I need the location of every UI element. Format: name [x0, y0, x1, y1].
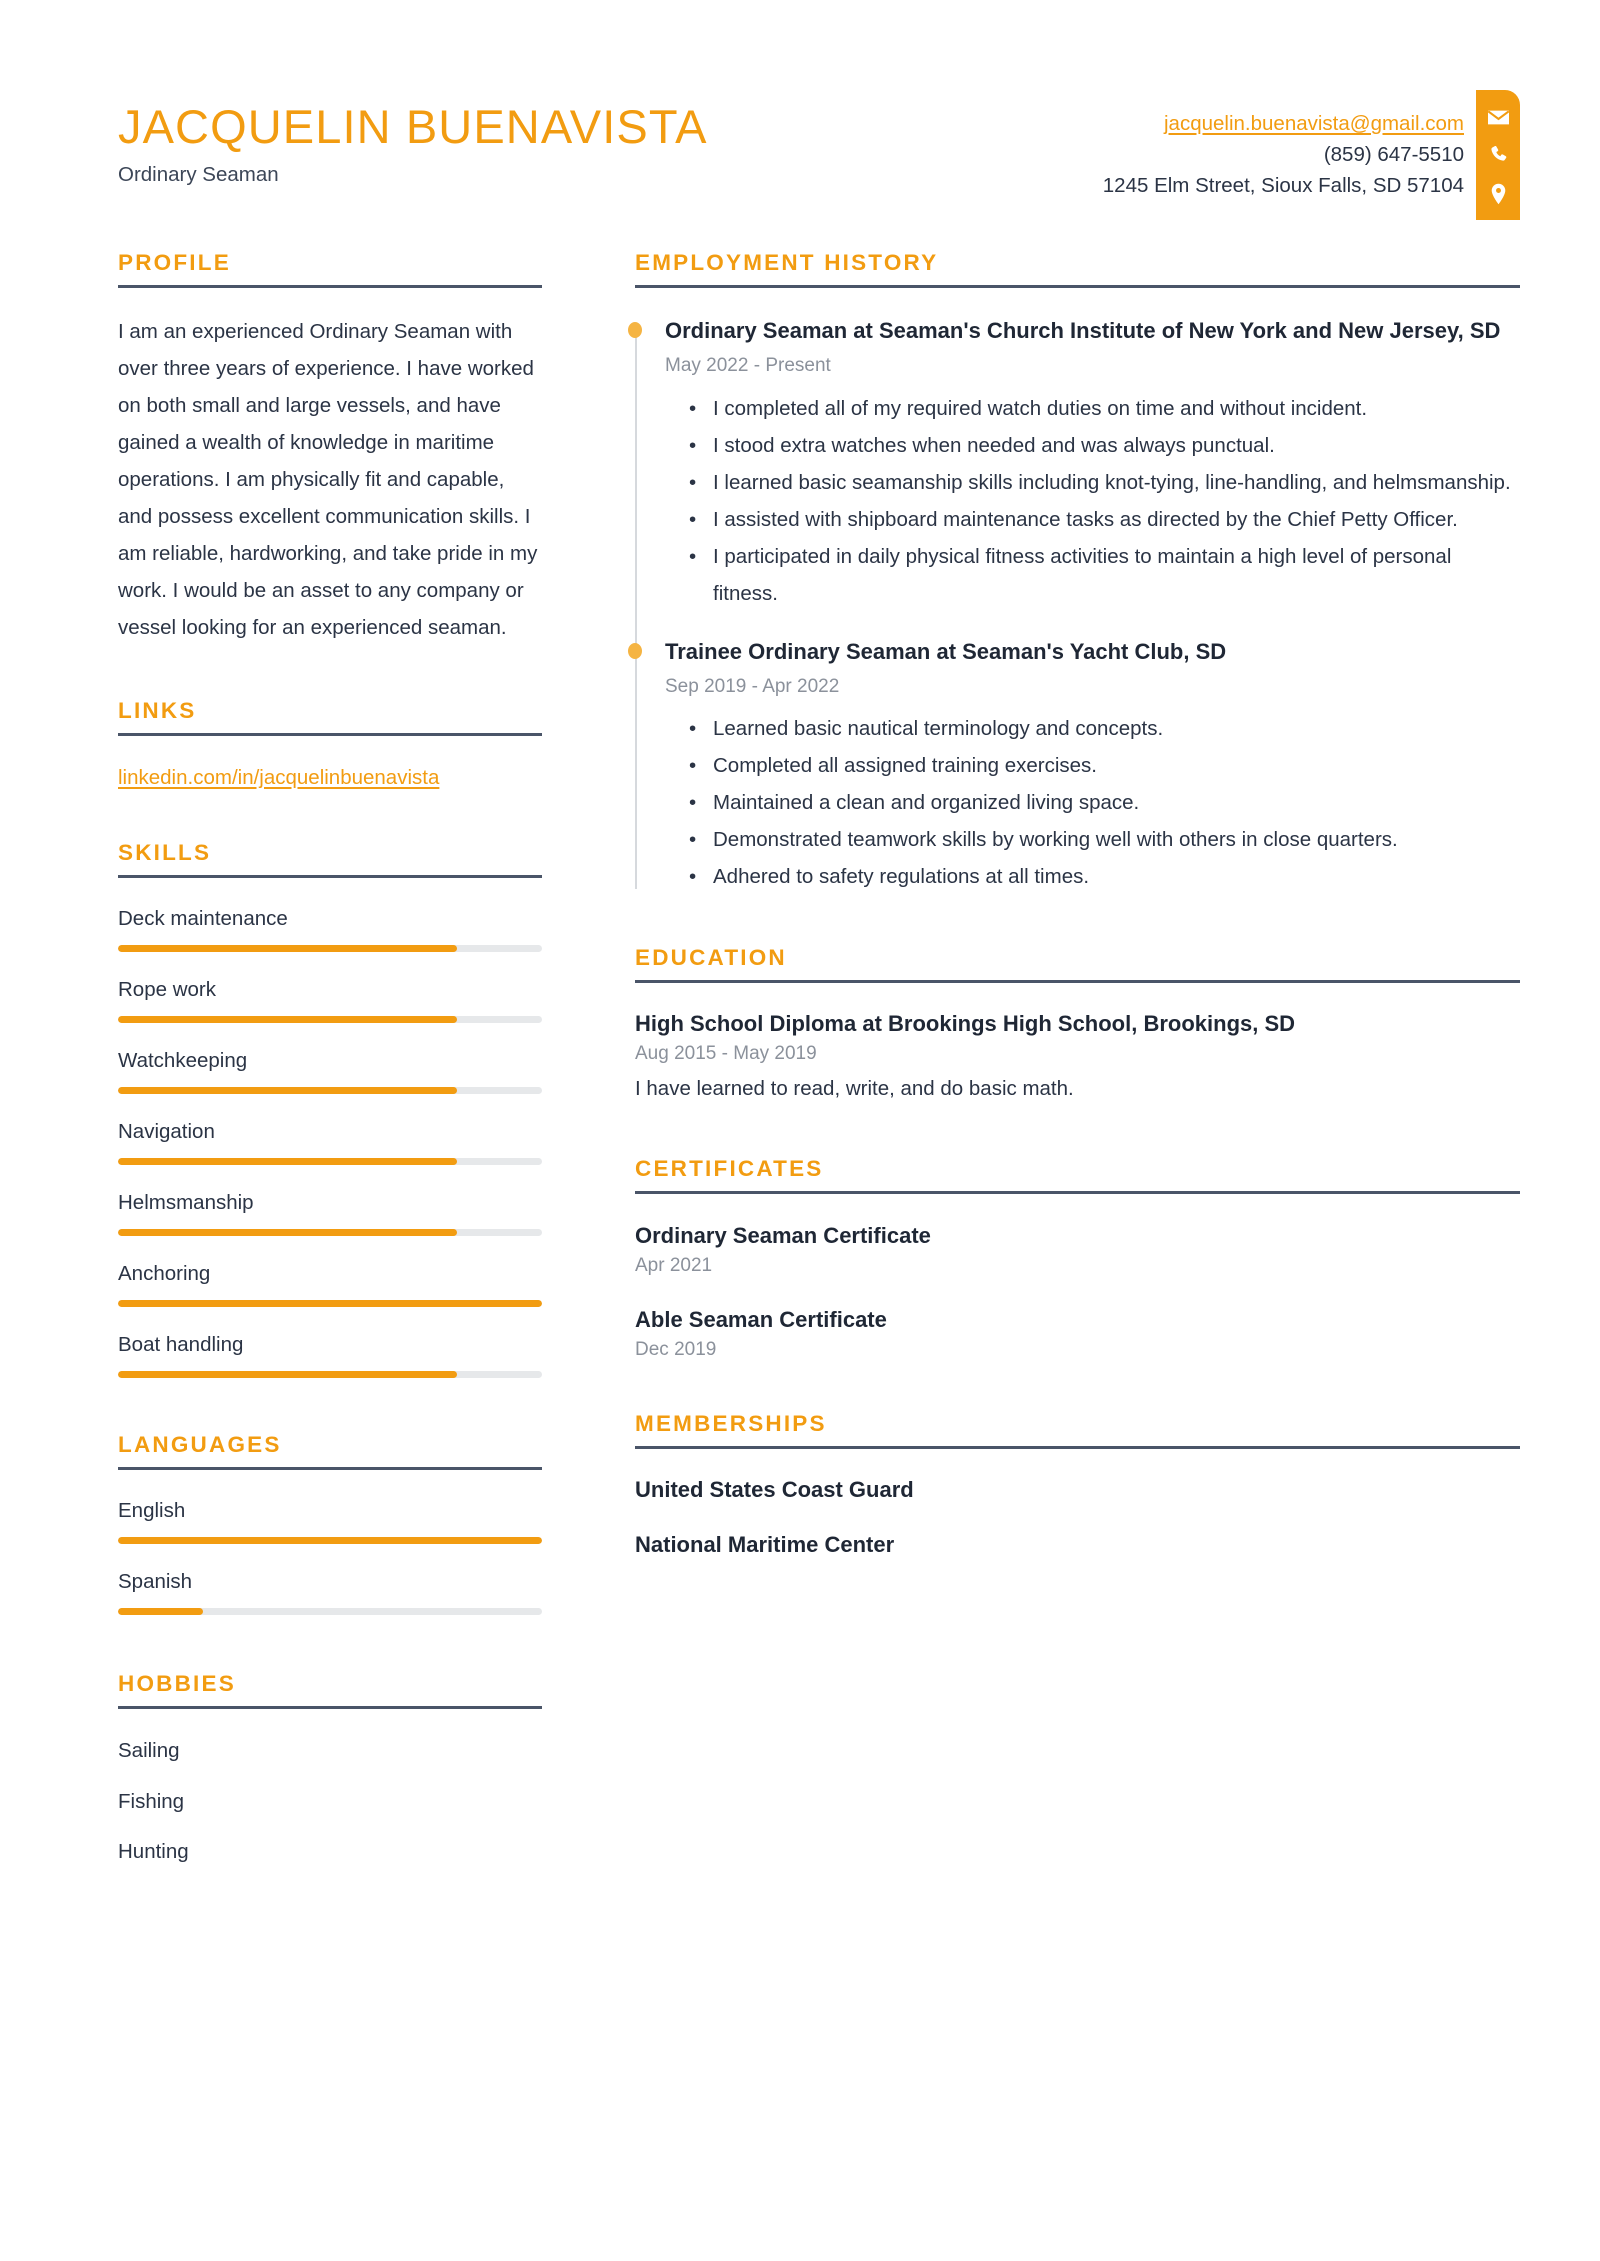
hobby-item: Hunting — [118, 1840, 189, 1864]
skill-label: Deck maintenance — [118, 907, 288, 930]
section-rule — [118, 285, 542, 288]
employment-bullet: • I participated in daily physical fitness activities to maintain a high level of personal fitness. — [713, 538, 1520, 612]
candidate-name: JACQUELIN BUENAVISTA — [118, 100, 708, 153]
section-title-education: EDUCATION — [635, 945, 787, 970]
skill-label: Rope work — [118, 978, 216, 1001]
section-rule — [118, 1706, 542, 1709]
certificate-date: Dec 2019 — [635, 1338, 717, 1360]
envelope-icon — [1487, 109, 1510, 126]
skill-item — [118, 1191, 542, 1236]
certificate-entry — [635, 1305, 1520, 1361]
employment-entry — [665, 313, 1520, 612]
employment-title: Trainee Ordinary Seaman at Seaman's Yacht Club, SD — [665, 638, 1227, 664]
section-certificates — [635, 1156, 1520, 1360]
skill-progress-track — [118, 1229, 542, 1236]
section-title-profile: PROFILE — [118, 250, 231, 275]
section-links — [118, 698, 542, 790]
employment-bullet: • I assisted with shipboard maintenance tasks as directed by the Chief Petty Officer. — [713, 501, 1520, 538]
skill-item — [118, 1120, 542, 1165]
main-column — [542, 250, 1520, 1558]
section-title-memberships: MEMBERSHIPS — [635, 1410, 827, 1436]
membership-item: United States Coast Guard — [635, 1476, 914, 1502]
education-description: I have learned to read, write, and do basic math. — [635, 1076, 1074, 1100]
section-rule — [635, 1191, 1520, 1194]
timeline-dot-icon — [628, 643, 642, 659]
employment-bullet: • Maintained a clean and organized living space. — [713, 784, 1520, 821]
certificate-entry — [635, 1221, 1520, 1277]
memberships-list — [635, 1477, 1520, 1558]
resume-body — [0, 250, 1600, 1865]
contact-block — [1103, 96, 1464, 201]
candidate-job-title: Ordinary Seaman — [118, 162, 279, 186]
skill-item — [118, 978, 542, 1023]
phone-icon — [1488, 144, 1509, 165]
skill-progress-track — [118, 945, 542, 952]
certificate-title: Able Seaman Certificate — [635, 1307, 887, 1333]
language-progress-fill — [118, 1537, 542, 1544]
section-rule — [118, 733, 542, 736]
employment-bullet: • Completed all assigned training exercises. — [713, 747, 1520, 784]
section-title-hobbies: HOBBIES — [118, 1671, 236, 1696]
employment-bullet: • I stood extra watches when needed and was always punctual. — [713, 427, 1520, 464]
skill-progress-fill — [118, 1300, 542, 1307]
employment-date-range: Sep 2019 - Apr 2022 — [665, 675, 840, 697]
education-list — [635, 1009, 1520, 1104]
language-progress-track — [118, 1608, 542, 1615]
employment-bullet: • Adhered to safety regulations at all times. — [713, 858, 1520, 895]
hobbies-list — [118, 1738, 542, 1865]
language-label: English — [118, 1499, 186, 1522]
skill-label: Helmsmanship — [118, 1191, 254, 1214]
section-education — [635, 945, 1520, 1104]
timeline-dot-icon — [628, 322, 642, 338]
skill-progress-fill — [118, 1016, 457, 1023]
section-title-skills: SKILLS — [118, 840, 212, 865]
employment-bullet: • I learned basic seamanship skills including knot-tying, line-handling, and helmsmanship. — [713, 464, 1520, 501]
skills-list — [118, 907, 542, 1378]
employment-title: Ordinary Seaman at Seaman's Church Institute of New York and New Jersey, SD — [665, 318, 1501, 343]
skill-progress-fill — [118, 1371, 457, 1378]
hobby-item: Sailing — [118, 1739, 180, 1762]
skill-progress-fill — [118, 1087, 457, 1094]
language-progress-track — [118, 1537, 542, 1544]
contact-email[interactable]: jacquelin.buenavista@gmail.com — [1164, 112, 1464, 135]
profile-summary-text: I am an experienced Ordinary Seaman with over three years of experience. I have worked on both small and large vessels, and have gained a wealth of knowledge in maritime operations. I am physically fit and capable, and possess excellent communication skills. I am reliable, hardworking, and take pride in my work. I would be an asset to any company or vessel looking for an experienced seaman. — [118, 320, 538, 639]
skill-progress-track — [118, 1087, 542, 1094]
skill-progress-fill — [118, 1158, 457, 1165]
education-entry — [635, 1009, 1520, 1104]
section-rule — [635, 1446, 1520, 1449]
skill-label: Boat handling — [118, 1333, 244, 1356]
language-item — [118, 1570, 542, 1615]
education-title: High School Diploma at Brookings High School, Brookings, SD — [635, 1011, 1296, 1036]
section-rule — [635, 285, 1520, 288]
education-date-range: Aug 2015 - May 2019 — [635, 1042, 817, 1064]
resume-header — [0, 0, 1600, 250]
membership-item: National Maritime Center — [635, 1531, 895, 1557]
language-label: Spanish — [118, 1570, 193, 1593]
section-title-links: LINKS — [118, 698, 197, 723]
section-employment-history — [635, 250, 1520, 895]
link-item-linkedin[interactable]: linkedin.com/in/jacquelinbuenavista — [118, 766, 440, 789]
location-pin-icon — [1490, 183, 1507, 205]
certificate-date: Apr 2021 — [635, 1255, 713, 1277]
contact-address: 1245 Elm Street, Sioux Falls, SD 57104 — [1102, 174, 1464, 197]
section-hobbies — [118, 1671, 542, 1865]
skill-progress-track — [118, 1158, 542, 1165]
employment-date-range: May 2022 - Present — [665, 355, 831, 376]
section-languages — [118, 1432, 542, 1615]
employment-bullet: • I completed all of my required watch duties on time and without incident. — [713, 390, 1520, 427]
skill-label: Watchkeeping — [118, 1049, 248, 1072]
languages-list — [118, 1499, 542, 1615]
skill-item — [118, 1262, 542, 1307]
contact-icon-tab — [1476, 90, 1520, 220]
section-rule — [118, 1467, 542, 1470]
employment-bullet-list — [665, 390, 1520, 612]
skill-progress-track — [118, 1016, 542, 1023]
skill-label: Anchoring — [118, 1262, 211, 1285]
skill-progress-track — [118, 1300, 542, 1307]
employment-bullet: • Demonstrated teamwork skills by working well with others in close quarters. — [713, 821, 1520, 858]
skill-progress-fill — [118, 945, 457, 952]
section-title-languages: LANGUAGES — [118, 1432, 282, 1457]
section-title-employment: EMPLOYMENT HISTORY — [635, 250, 939, 275]
section-memberships — [635, 1411, 1520, 1558]
name-block — [118, 96, 708, 187]
section-rule — [635, 980, 1520, 983]
certificates-list — [635, 1221, 1520, 1360]
skill-item — [118, 907, 542, 952]
skill-item — [118, 1049, 542, 1094]
employment-bullet-list — [665, 710, 1520, 895]
skill-progress-track — [118, 1371, 542, 1378]
certificate-title: Ordinary Seaman Certificate — [635, 1223, 931, 1249]
section-rule — [118, 875, 542, 878]
skill-item — [118, 1333, 542, 1378]
skill-progress-fill — [118, 1229, 457, 1236]
employment-entry — [665, 634, 1520, 896]
section-title-certificates: CERTIFICATES — [635, 1156, 824, 1182]
skill-label: Navigation — [118, 1120, 215, 1143]
section-profile — [118, 250, 542, 646]
employment-timeline — [635, 313, 1520, 895]
language-progress-fill — [118, 1608, 203, 1615]
contact-phone: (859) 647-5510 — [1323, 143, 1464, 166]
language-item — [118, 1499, 542, 1544]
sidebar-column — [118, 250, 542, 1865]
section-skills — [118, 840, 542, 1378]
employment-bullet: • Learned basic nautical terminology and concepts. — [713, 710, 1520, 747]
hobby-item: Fishing — [118, 1789, 185, 1813]
